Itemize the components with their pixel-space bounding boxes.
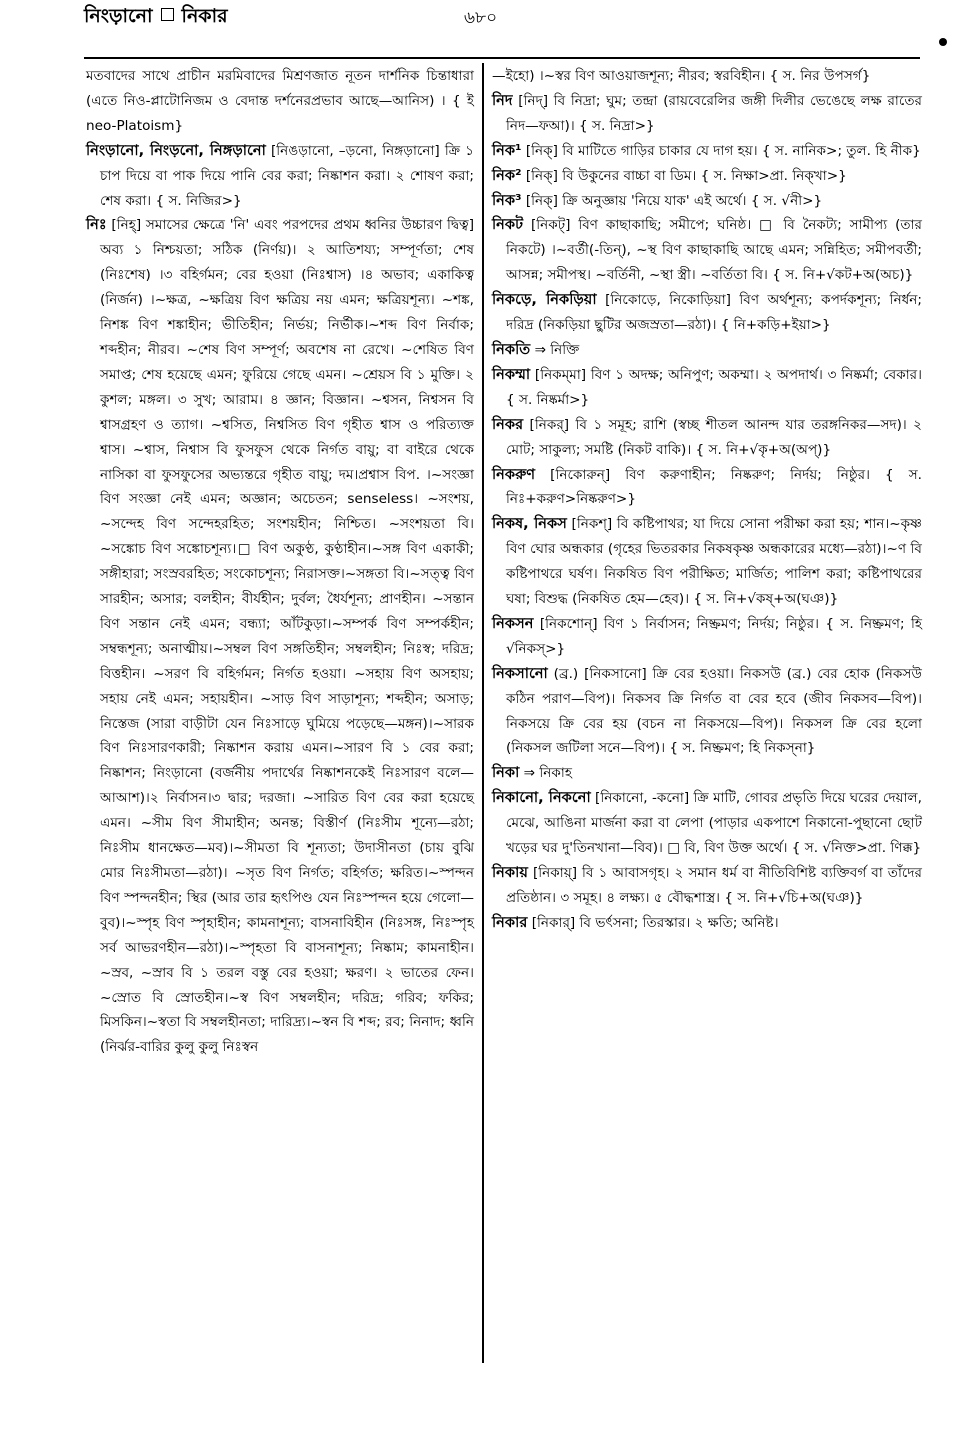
dictionary-entry	[86, 139, 474, 214]
entry-headword: নিকার	[492, 913, 528, 931]
entry-headword: নিকতি	[492, 340, 531, 358]
entry-definition: [নিকট্] বিণ কাছাকাছি; সমীপে; ঘনিষ্ঠ। □ বি নৈকট্য; সামীপ্য (তার নিকটে) ।~বর্তী(-তিন্), ~স্থ বিণ কাছাকাছি আছে এমন; সন্নিহিত; সমীপবর্তী; আসন্ন; সমীপস্থ। ~বর্তিনী, ~স্থা স্ত্রী। ~বর্তিতা বি। { স. নি+√কট+অ(অচ)}	[506, 217, 923, 284]
dictionary-entry	[492, 662, 922, 762]
last-guide-word: নিকার	[181, 5, 228, 27]
dictionary-entry	[492, 612, 922, 662]
entry-definition: ⇒ নিক্তি	[534, 341, 580, 358]
left-column	[86, 64, 474, 1060]
dictionary-entry	[492, 213, 922, 288]
entry-headword: নিকানো, নিকনো	[492, 789, 591, 807]
entry-definition: [নিদ্] বি নিদ্রা; ঘুম; তন্দ্রা (রায়বেরেলির জঙ্গী দিলীর ভেঙেছে লক্ষ রাতের নিদ—ফআ)। { স. নিদ্রা>}	[506, 92, 922, 134]
entry-headword: নিকা	[492, 764, 520, 782]
entry-definition: [নিকার্] বি ভর্ৎসনা; তিরস্কার। ২ ক্ষতি; অনিষ্ট।	[531, 914, 779, 931]
page-number: ৬৮০	[464, 8, 498, 28]
dictionary-entry	[492, 413, 922, 463]
first-guide-word: নিংড়ানো	[84, 5, 153, 27]
dictionary-entry	[492, 861, 922, 911]
entry-headword: নিকায়	[492, 864, 528, 881]
entry-definition: [নিঙড়ানো, –ড়নো, নিঙ্গড়ানো] ক্রি ১ চাপ দিয়ে বা পাক দিয়ে পানি বের করা; নিষ্কাশন করা। ২ শোষণ করা; শেষ করা। { স. নিজির>}	[100, 142, 475, 209]
dictionary-entry	[492, 338, 922, 363]
dictionary-entry	[492, 288, 922, 338]
dictionary-entry	[492, 189, 922, 214]
entry-headword: নিকড়ে, নিকড়িয়া	[492, 291, 597, 309]
entry-definition: —ইহো) ।~স্বর বিণ আওয়াজশূন্য; নীরব; স্বরবিহীন। { স. নির উপসর্গ}	[492, 68, 871, 84]
entry-headword: নিকসন	[492, 614, 534, 632]
guide-words	[84, 2, 228, 34]
entry-definition: ⇒ নিকাহ	[523, 765, 572, 782]
entry-definition: [নিক্] বি মাটিতে গাড়ির চাকার যে দাগ হয়। { স. নানিক>; তুল. হি নীক}	[525, 142, 921, 159]
dictionary-entry	[492, 139, 922, 164]
entry-headword: নিক¹	[492, 141, 522, 159]
guide-separator-box-icon	[161, 8, 174, 21]
entry-definition: [নিকশোন্] বিণ ১ নির্বাসন; নিষ্ক্রমণ; নির্দয়; নিষ্ঠুর। { স. নিষ্ক্রমণ; হি √নিকস্>}	[506, 615, 922, 657]
entry-definition: [নিকোরুন্] বিণ করুণাহীন; নিষ্করুণ; নির্দয়; নিষ্ঠুর। { স. নিঃ+করুণ>নিষ্করুণ>}	[506, 466, 922, 508]
dictionary-entry	[492, 761, 922, 786]
entry-headword: নিকসানো	[492, 664, 548, 682]
right-column	[492, 64, 922, 936]
entry-definition: [নিকর্] বি ১ সমূহ; রাশি (স্বচ্ছ শীতল আনন্দ যার তরঙ্গনিকর—সদ)। ২ মোট; সাকুল্য; সমষ্টি (নিকট বাকি)। { স. নি+√কৃ+অ(অপ্)}	[506, 416, 923, 458]
running-header	[84, 2, 920, 32]
entry-definition: [নিকম্‌মা] বিণ ১ অদক্ষ; অনিপুণ; অকম্মা। ২ অপদার্থ। ৩ নিষ্কর্মা; বেকার। { স. নিষ্কর্মা>}	[506, 366, 922, 408]
entry-headword: নিকট	[492, 216, 524, 234]
entry-headword: নিকম্মা	[492, 365, 531, 383]
entry-definition: [নিকশ্] বি কষ্টিপাথর; যা দিয়ে সোনা পরীক্ষা করা হয়; শান।~কৃষ্ণ বিণ ঘোর অন্ধকার (গৃহের ভিতরকার নিকষকৃষ্ণ অন্ধকারের মধ্যে—রঠা)।~ণ বি কষ্টিপাথরে ঘর্ষণ। নিকষিত বিণ পরীক্ষিত; মার্জিত; পালিশ করা; কষ্টিপাথরের ঘষা; বিশুদ্ধ (নিকষিত হেম—হেব)। { স. নি+√কষ্+অ(ঘঞ)}	[506, 516, 922, 608]
header-rule	[84, 57, 920, 59]
entry-headword: নিংড়ানো, নিংড়নো, নিঙ্গড়ানো	[86, 141, 266, 159]
entry-definition: [নিকানো, -কনো] ক্রি মাটি, গোবর প্রভৃতি দিয়ে ঘরের দেয়াল, মেঝে, আঙিনা মার্জনা করা বা লেপা (পাড়ার একপাশে নিকানো-পুছানো ছোট খড়ের ঘর দু'তিনখানা—বিব)। □ বি, বিণ উক্ত অর্থে। { স. √নিক্ত>প্রা. ণিক্ক}	[506, 790, 922, 857]
entry-definition: [নিক্] বি উকুনের বাচ্চা বা ডিম। { স. নিক্ষা>প্রা. নিক্‌খা>}	[525, 167, 847, 184]
continued-entry	[492, 64, 922, 89]
continued-entry	[86, 64, 474, 139]
entry-headword: নিঃ	[86, 216, 107, 234]
entry-definition: [নিকায়্] বি ১ আবাসগৃহ। ২ সমান ধর্ম বা নীতিবিশিষ্ট ব্যক্তিবর্গ বা তাঁদের প্রতিষ্ঠান। ৩ সমূহ। ৪ লক্ষ্য। ৫ বৌদ্ধশাস্ত্র। { স. নি+√চি+অ(ঘঞ)}	[506, 865, 922, 906]
entry-headword: নিকর	[492, 415, 524, 433]
margin-dot-mark	[939, 38, 947, 46]
entry-definition: [নিকোড়ে, নিকোড়িয়া] বিণ অর্থশূন্য; কপর্দকশূন্য; নির্ধন; দরিদ্র (নিকড়িয়া ছুটির অজস্রতা—রঠা)। { নি+কড়ি+ইয়া>}	[506, 292, 922, 334]
dictionary-entry	[492, 463, 922, 513]
dictionary-entry	[492, 89, 922, 139]
entry-definition: [নিহ্] সমাসের ক্ষেত্রে 'নি' এবং পরপদের প্রথম ধ্বনির উচ্চারণ দ্বিত্ব] অব্য ১ নিশ্চয়তা; সঠিক (নির্ণয়)। ২ আতিশয্য; সম্পূর্ণতা; শেষ (নিঃশেষ) ।৩ বহির্গমন; বের হওয়া (নিঃশ্বাস) ।৪ অভাব; একাকিত্ব (নির্জন) ।~ক্ষত্র, ~ক্ষত্রিয় বিণ ক্ষত্রিয় নয় এমন; ক্ষত্রিয়শূন্য। ~শঙ্ক, নিশঙ্ক বিণ শঙ্কাহীন; ভীতিহীন; নির্ভয়; নির্ভীক।~শব্দ বিণ নির্বাক; শব্দহীন; নীরব। ~শেষ বিণ সম্পূর্ণ; অবশেষ না রেখে। ~শেষিত বিণ সমাপ্ত; শেষ হয়েছে এমন; ফুরিয়ে গেছে এমন। ~শ্রেয়স বি ১ মুক্তি। ২ কুশল; মঙ্গল। ৩ সুখ; আরাম। ৪ জ্ঞান; বিজ্ঞান। ~শ্বসন, নিশ্বসন বি শ্বাসগ্রহণ ও ত্যাগ। ~শ্বসিত, নিশ্বসিত বিণ গৃহীত শ্বাস ও পরিত্যক্ত শ্বাস। ~শ্বাস, নিশ্বাস বি ফুসফুস থেকে নির্গত বায়ু; বা বাইরে থেকে নাসিকা বা ফুসফুসের অভ্যন্তরে গৃহীত বায়ু; দম।প্রশ্বাস বিপ. ।~সংজ্ঞা বিণ সংজ্ঞা নেই এমন; অজ্ঞান; অচেতন; senseless। ~সংশয়, ~সন্দেহ বিণ সন্দেহরহিত; সংশয়হীন; নিশ্চিত। ~সংশয়তা বি। ~সঙ্কোচ বিণ সঙ্কোচশূন্য।□ বিণ অকুণ্ঠ, কুণ্ঠাহীন।~সঙ্গ বিণ একাকী; সঙ্গীহারা; সংস্রবরহিত; সংকোচশূন্য; নিরাসক্ত।~সঙ্গতা বি।~সত্ত্ব বিণ সারহীন; অসার; বলহীন; বীর্যহীন; দুর্বল; ধৈর্যশূন্য; প্রাণহীন। ~সন্তান বিণ সন্তান নেই এমন; বন্ধ্যা; আঁটকুড়া।~সম্পর্ক বিণ সম্পর্কহীন; সম্বন্ধশূন্য; অনাত্মীয়।~সম্বল বিণ সঙ্গতিহীন; সম্বলহীন; নিঃস্ব; দরিদ্র; বিত্তহীন। ~সরণ বি বহির্গমন; নির্গত হওয়া। ~সহায় বিণ অসহায়; সহায় নেই এমন; সহায়হীন। ~সাড় বিণ সাড়াশূন্য; শব্দহীন; অসাড়; নিস্তেজ (সারা বাড়ীটা যেন নিঃসাড়ে ঘুমিয়ে পড়েছে—মঙ্গন)।~সারক বিণ নিঃসারণকারী; নিষ্কাশন করায় এমন।~সারণ বি ১ বের করা; নিষ্কাশন; নিংড়ানো (বর্জনীয় পদার্থের নিষ্কাশনকেই নিঃসারণ বলে—আআশ)।২ নির্বাসন।৩ দ্বার; দরজা। ~সারিত বিণ বের করা হয়েছে এমন। ~সীম বিণ সীমাহীন; অনন্ত; বিস্তীর্ণ (নিঃসীম শূন্যে—রঠা; নিঃসীম ধানক্ষেত—মব)।~সীমতা বি শূন্যতা; উদাসীনতা (চায় বুঝি মোর নিঃসীমতা—রঠা)। ~সৃত বিণ নির্গত; বহির্গত; ক্ষরিত।~স্পন্দন বিণ স্পন্দনহীন; স্থির (আর তার হৃৎপিণ্ড যেন নিঃস্পন্দন হয়ে গেলো—বুব)।~স্পৃহ বিণ স্পৃহাহীন; কামনাশূন্য; বাসনাবিহীন (নিঃসঙ্গ, নিঃস্পৃহ সর্ব আভরণহীন—রঠা)।~স্পৃহতা বি বাসনাশূন্য; নিষ্কাম; কামনাহীন।~স্রব, ~স্রাব বি ১ তরল বস্তু বের হওয়া; ক্ষরণ। ২ ভাতের ফেন।~স্রোত বি স্রোতহীন।~স্ব বিণ সম্বলহীন; দরিদ্র; গরিব; ফকির; মিসকিন।~স্বতা বি সম্বলহীনতা; দারিদ্র্য।~স্বন বি শব্দ; রব; নিনাদ; ধ্বনি (নির্ঝর-বারির কুলু কুলু নিঃস্বন	[100, 217, 475, 1056]
dictionary-entry	[492, 363, 922, 413]
dictionary-entry	[492, 786, 922, 861]
dictionary-entry	[492, 164, 922, 189]
entry-definition: [নিক্] ক্রি অনুজ্ঞায় 'নিয়ে যাক' এই অর্থে। { স. √নী>}	[525, 192, 823, 209]
entry-headword: নিক³	[492, 191, 522, 209]
dictionary-entry	[492, 512, 922, 612]
entry-definition: (ব্র.) [নিকসানো] ক্রি বের হওয়া। নিকসউ (ব্র.) বের হোক (নিকসউ কঠিন পরাণ—বিপ)। নিকসব ক্রি নির্গত বা বের হবে (জীব নিকসব—বিপ)। নিকসয়ে ক্রি বের হয় (বচন না নিকসয়ে—বিপ)। নিকসল ক্রি বের হলো (নিকসল জটিলা সনে—বিপ)। { স. নিষ্ক্রমণ; হি নিকস্‌না}	[506, 665, 922, 757]
entry-headword: নিদ	[492, 91, 513, 109]
dictionary-entry	[492, 911, 922, 936]
entry-headword: নিকরুণ	[492, 465, 536, 483]
column-divider	[482, 63, 484, 1363]
dictionary-entry	[86, 213, 474, 1060]
entry-definition: মতবাদের সাথে প্রাচীন মরমিবাদের মিশ্রণজাত নূতন দার্শনিক চিন্তাধারা (এতে নিও-প্লাটোনিজম ও বেদান্ত দর্শনেরপ্রভাব আছে—আনিস) । { ই neo-Platoism}	[86, 68, 474, 134]
entry-headword: নিকষ, নিকস	[492, 515, 567, 533]
entry-headword: নিক²	[492, 166, 522, 184]
